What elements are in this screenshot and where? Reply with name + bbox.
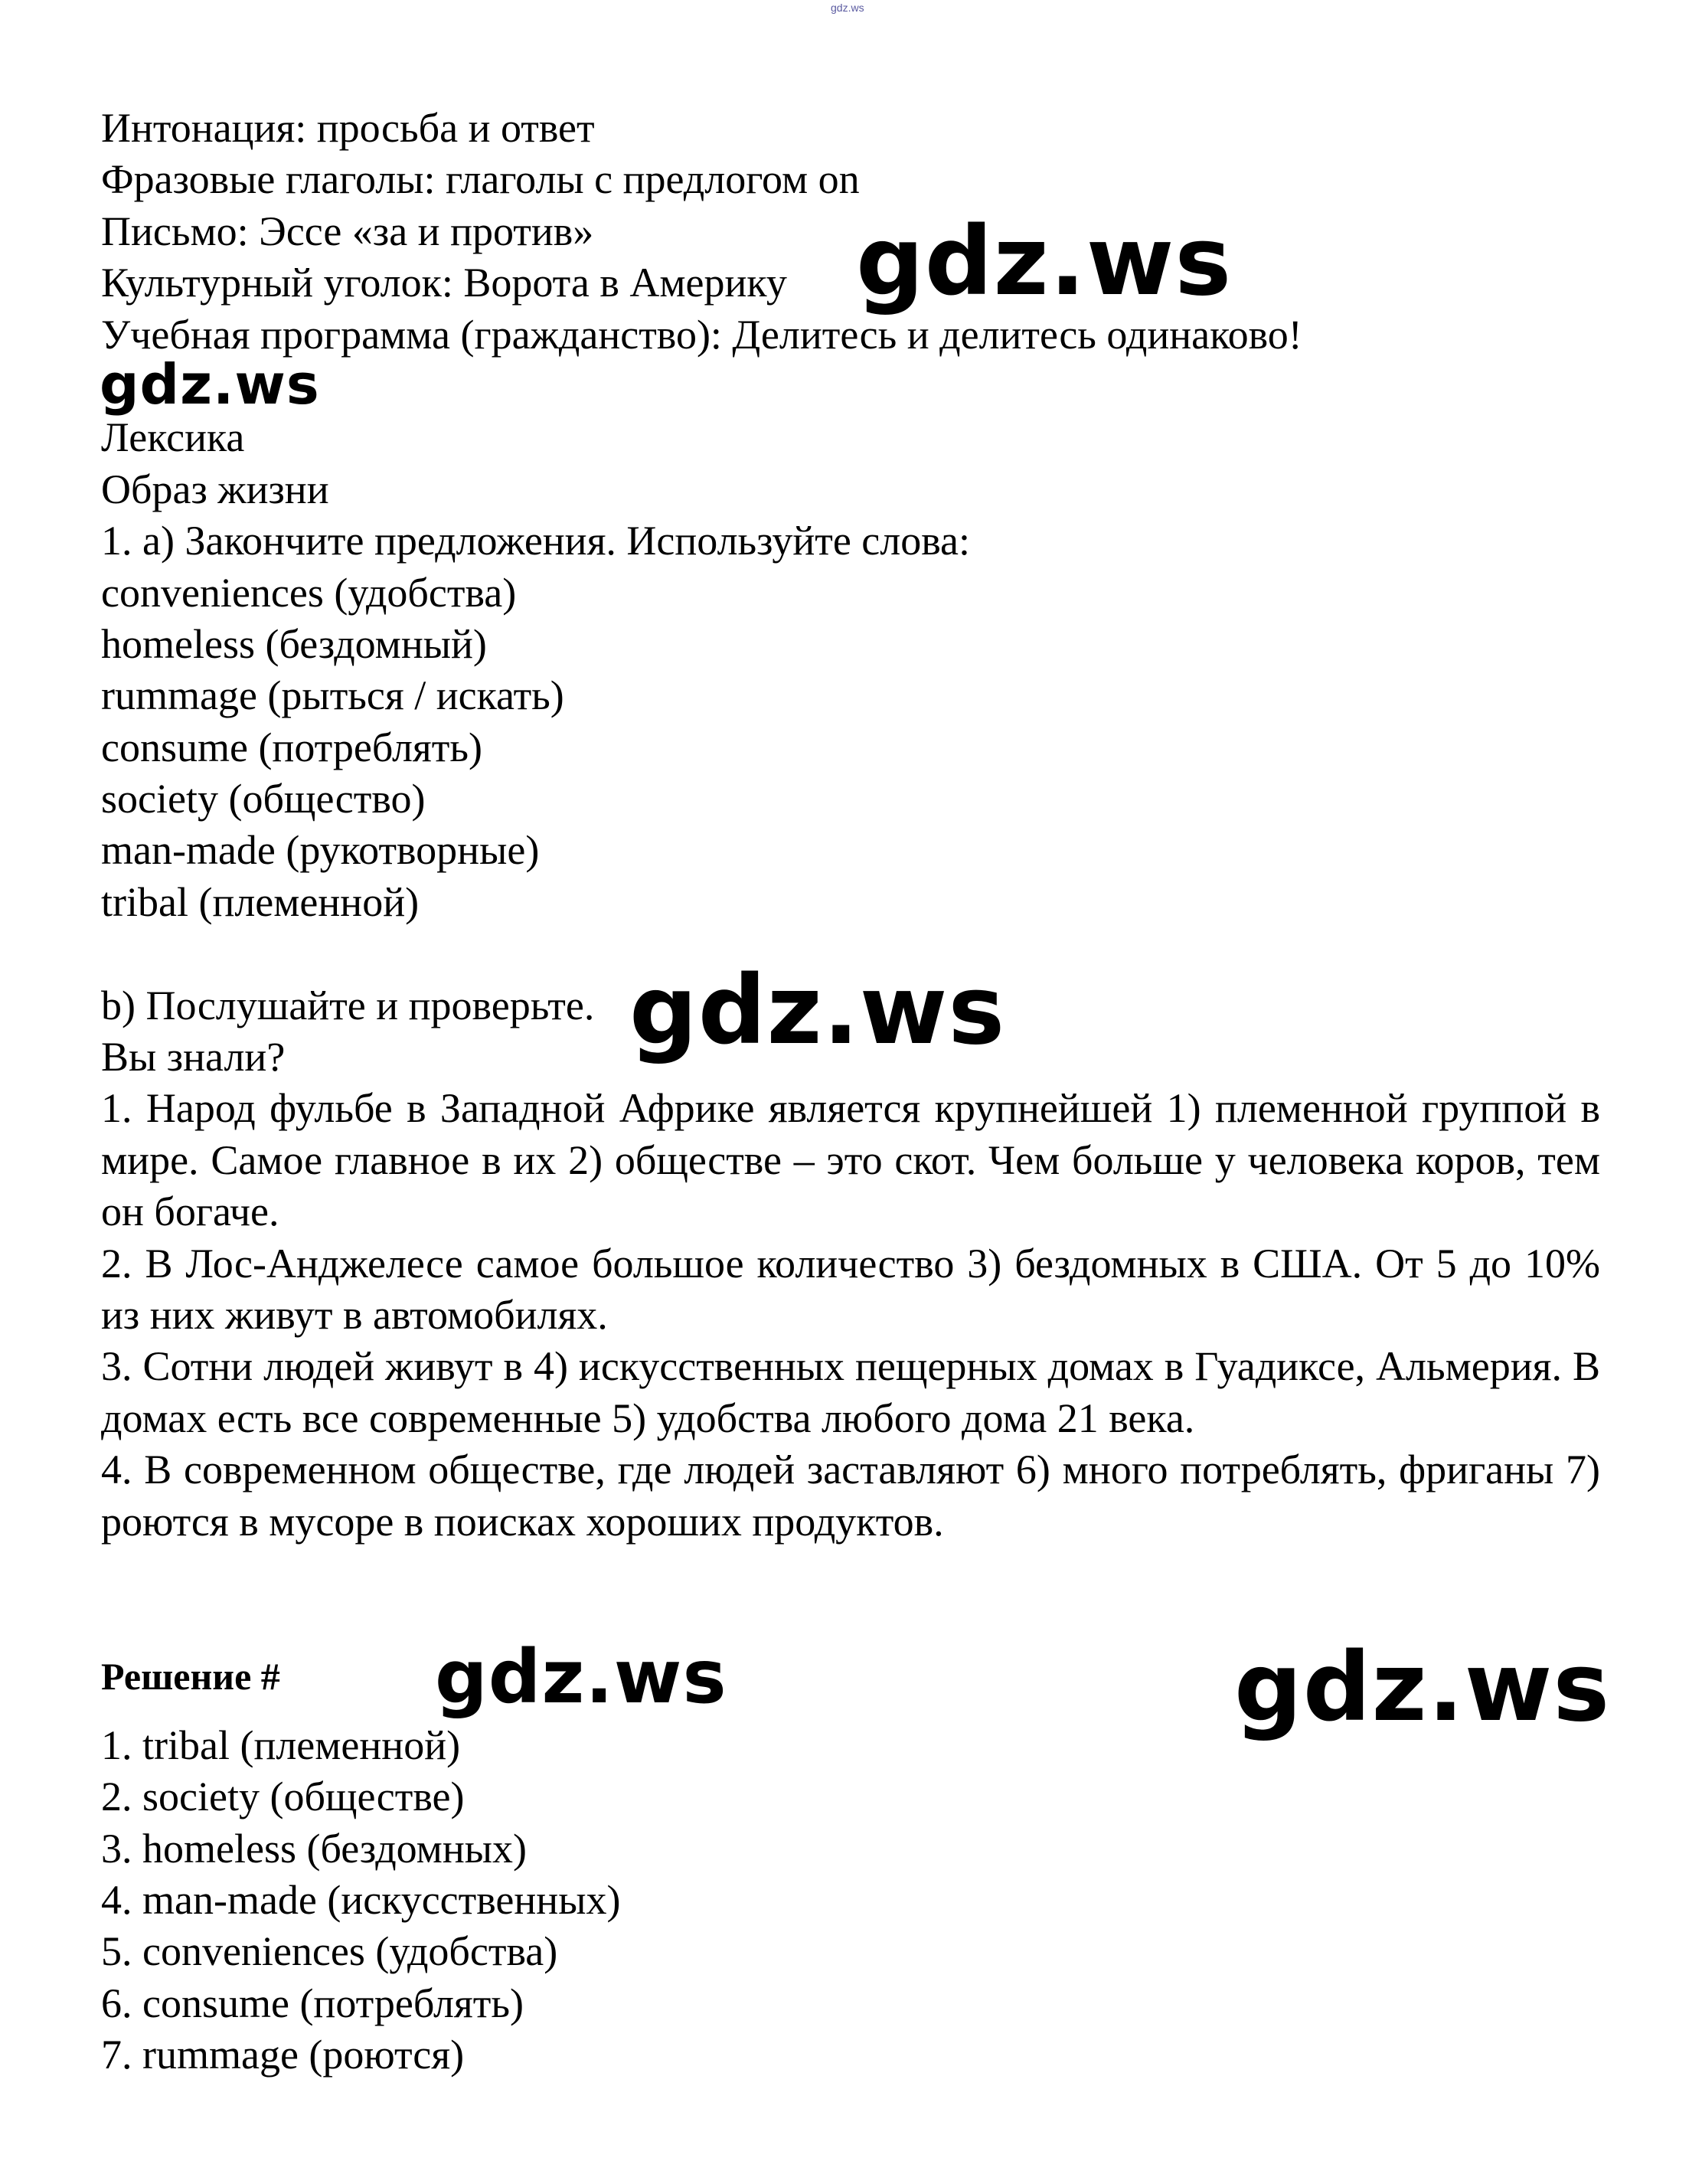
task-instruction: 1. a) Закончите предложения. Используйте слова: — [101, 518, 970, 564]
answer-item: 4. man-made (искусственных) — [101, 1877, 621, 1924]
intro-list — [101, 103, 1600, 361]
did-you-know-heading: Вы знали? — [101, 1034, 286, 1081]
header-watermark: gdz.ws — [831, 2, 864, 14]
intro-line: Культурный уголок: Ворота в Америку — [101, 260, 787, 306]
word-list — [101, 567, 1600, 929]
word-item: tribal (племенной) — [101, 878, 420, 925]
section-subtitle: Образ жизни — [101, 466, 329, 512]
answer-item: 6. consume (потреблять) — [101, 1980, 524, 2026]
watermark: gdz.ws — [1234, 1633, 1611, 1743]
watermark: gdz.ws — [100, 352, 320, 417]
answer-item: 1. tribal (племенной) — [101, 1721, 461, 1768]
word-item: homeless (бездомный) — [101, 620, 487, 667]
fact-paragraph: 3. Сотни людей живут в 4) искусственных пещерных домах в Гуадиксе, Альмерия. В домах есть все современные 5) удобства любого дома 21 века. — [101, 1343, 1600, 1441]
spacer — [101, 361, 1600, 412]
word-item: rummage (рыться / искать) — [101, 672, 564, 719]
spacer — [101, 1548, 1600, 1599]
section-title: Лексика — [101, 414, 245, 461]
intro-line: Письмо: Эссе «за и против» — [101, 208, 594, 254]
intro-line: Интонация: просьба и ответ — [101, 105, 595, 151]
intro-line: Фразовые глаголы: глаголы с предлогом on — [101, 156, 860, 203]
intro-line: Учебная программа (гражданство): Делитесь и делитесь одинаково! — [101, 311, 1302, 358]
word-item: consume (потреблять) — [101, 724, 482, 770]
word-item: conveniences (удобства) — [101, 569, 517, 616]
document-body — [101, 103, 1600, 2081]
watermark: gdz.ws — [435, 1634, 727, 1720]
fact-paragraph: 4. В современном обществе, где людей заставляют 6) много потреблять, фриганы 7) роются в мусоре в поисках хороших продуктов. — [101, 1447, 1600, 1545]
answer-item: 2. society (обществе) — [101, 1774, 465, 1820]
listen-instruction: b) Послушайте и проверьте. — [101, 982, 595, 1028]
word-item: society (общество) — [101, 776, 426, 822]
facts-list — [101, 1083, 1600, 1548]
fact-paragraph: 2. В Лос-Анджелесе самое большое количество 3) бездомных в США. От 5 до 10% из них живут в автомобилях. — [101, 1240, 1600, 1339]
fact-paragraph: 1. Народ фульбе в Западной Африке является крупнейшей 1) племенной группой в мире. Самое главное в их 2) обществе – это скот. Чем больше у человека коров, тем он богаче. — [101, 1085, 1600, 1235]
watermark: gdz.ws — [856, 207, 1233, 317]
watermark: gdz.ws — [629, 956, 1006, 1066]
answer-list — [101, 1720, 1600, 2081]
answer-item: 5. conveniences (удобства) — [101, 1928, 558, 1975]
answer-item: 7. rummage (роются) — [101, 2032, 465, 2078]
word-item: man-made (рукотворные) — [101, 827, 540, 874]
answer-item: 3. homeless (бездомных) — [101, 1825, 527, 1872]
solution-heading: Решение # — [101, 1654, 280, 1698]
